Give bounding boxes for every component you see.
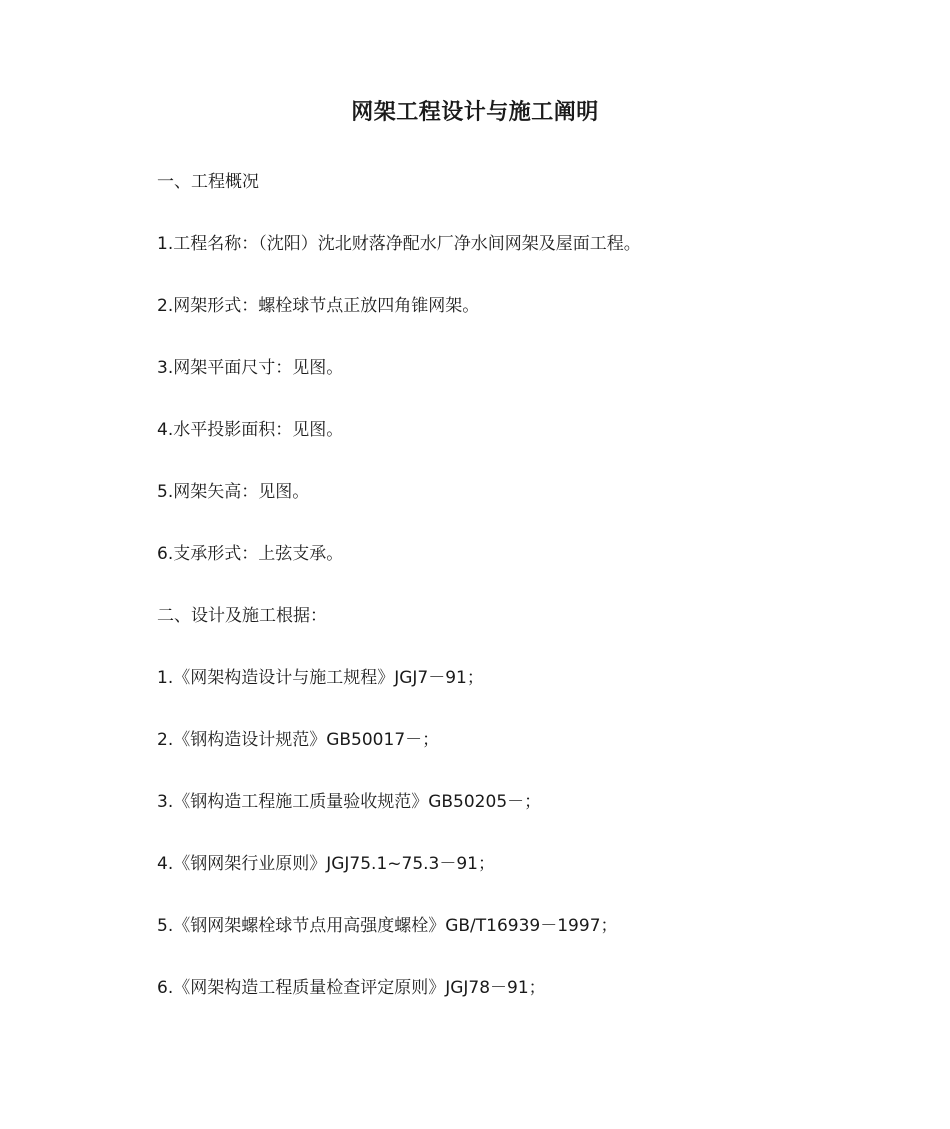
text-line: 1.《网架构造设计与施工规程》JGJ7－91；	[157, 668, 484, 688]
text-line: 6.《网架构造工程质量检查评定原则》JGJ78－91；	[157, 978, 546, 998]
document-title: 网架工程设计与施工阐明	[351, 100, 599, 125]
text-line: 5.网架矢高：见图。	[157, 482, 310, 502]
text-line: 6.支承形式：上弦支承。	[157, 544, 344, 564]
text-line: 4.《钢网架行业原则》JGJ75.1~75.3－91；	[157, 854, 495, 874]
text-line: 3.网架平面尺寸：见图。	[157, 358, 344, 378]
text-line: 1.工程名称：（沈阳）沈北财落净配水厂净水间网架及屋面工程。	[157, 234, 641, 254]
text-line: 2.网架形式：螺栓球节点正放四角锥网架。	[157, 296, 480, 316]
section-heading-basis: 二、设计及施工根据：	[157, 606, 327, 626]
text-line: 3.《钢构造工程施工质量验收规范》GB50205－；	[157, 792, 542, 812]
section-heading-overview: 一、工程概况	[157, 172, 259, 192]
text-line: 5.《钢网架螺栓球节点用高强度螺栓》GB/T16939－1997；	[157, 916, 618, 936]
text-line: 2.《钢构造设计规范》GB50017－；	[157, 730, 440, 750]
text-line: 4.水平投影面积：见图。	[157, 420, 344, 440]
